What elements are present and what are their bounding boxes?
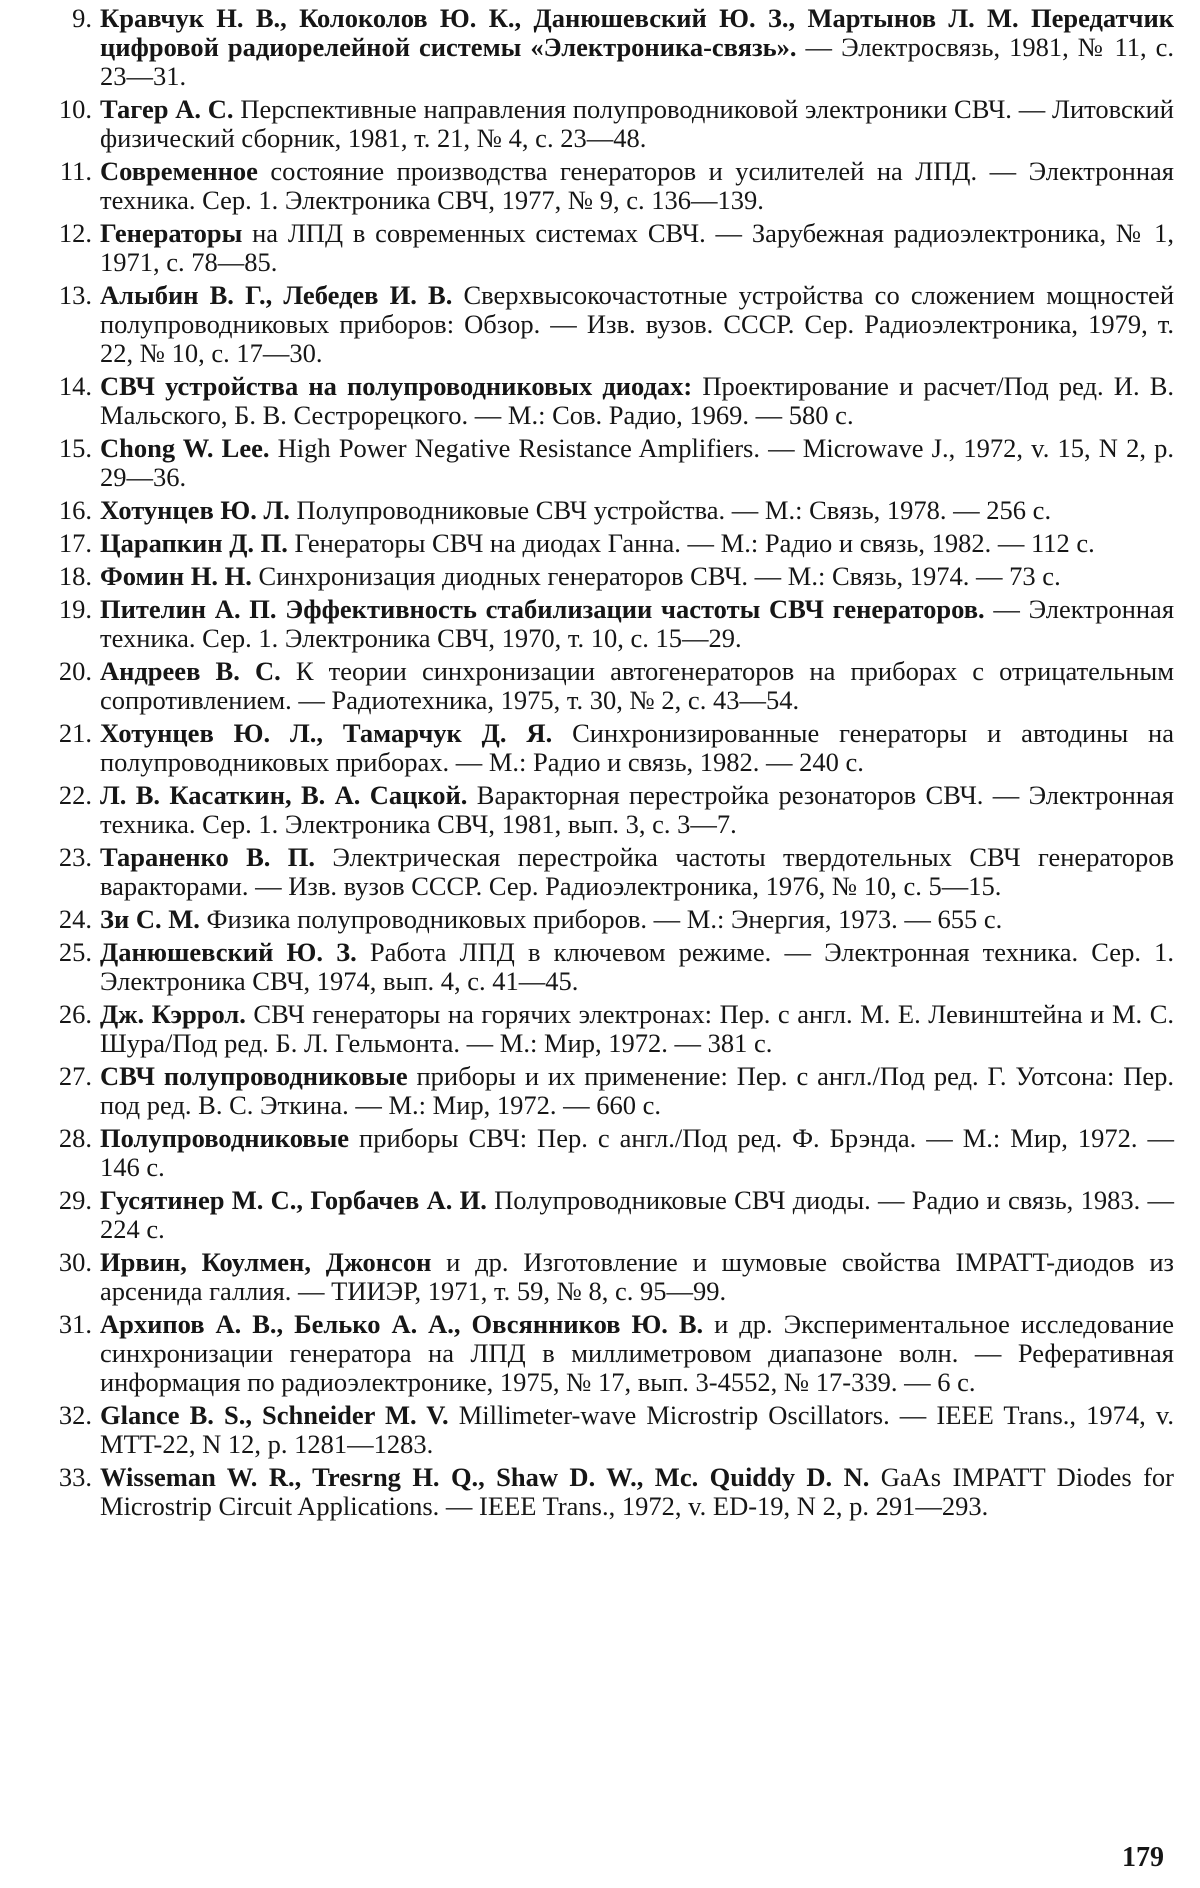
reference-text — [100, 496, 1174, 525]
reference-item — [44, 496, 1174, 525]
reference-details: приборы СВЧ: Пер. с англ./Под ред. Ф. Брэнда. — М.: Мир, 1972. — 146 с. — [100, 1123, 1174, 1182]
reference-item — [44, 372, 1174, 430]
reference-item — [44, 1000, 1174, 1058]
reference-details: Синхронизация диодных генераторов СВЧ. — М.: Связь, 1974. — 73 с. — [251, 561, 1061, 591]
reference-text — [100, 529, 1174, 558]
reference-number: 25. — [58, 937, 92, 967]
reference-authors: Л. В. Касаткин, В. А. Сацкой. — [100, 780, 468, 810]
reference-item — [44, 281, 1174, 368]
reference-item — [44, 95, 1174, 153]
reference-authors: Архипов А. В., Белько А. А., Овсянников Ю. В. — [100, 1309, 704, 1339]
reference-number: 9. — [72, 3, 92, 33]
reference-details: Генераторы СВЧ на диодах Ганна. — М.: Радио и связь, 1982. — 112 с. — [287, 528, 1095, 558]
reference-text — [100, 4, 1174, 91]
reference-number: 29. — [58, 1185, 92, 1215]
reference-authors: Алыбин В. Г., Лебедев И. В. — [100, 280, 453, 310]
reference-authors: Ирвин, Коулмен, Джонсон — [100, 1247, 432, 1277]
reference-item — [44, 4, 1174, 91]
reference-text — [100, 434, 1174, 492]
reference-number: 28. — [58, 1123, 92, 1153]
reference-list — [44, 4, 1174, 1525]
reference-item — [44, 1310, 1174, 1397]
reference-item — [44, 781, 1174, 839]
reference-details: СВЧ генераторы на горячих электронах: Пер. с англ. М. Е. Левинштейна и М. С. Шура/Под ред. Б. Л. Гельмонта. — М.: Мир, 1972. — 381 с. — [100, 999, 1174, 1058]
reference-details: — Электросвязь, 1981, № 11, с. 23—31. — [100, 32, 1175, 91]
reference-number: 23. — [58, 842, 92, 872]
reference-authors: Chong W. Lee. — [100, 433, 270, 463]
reference-details: Перспективные направления полупроводниковой электроники СВЧ. — Литовский физический сборник, 1981, т. 21, № 4, с. 23—48. — [100, 94, 1174, 153]
reference-authors: Гусятинер М. С., Горбачев А. И. — [100, 1185, 487, 1215]
reference-details: Синхронизированные генераторы и автодины на полупроводниковых приборах. — М.: Радио и связь, 1982. — 240 с. — [100, 718, 1174, 777]
reference-number: 10. — [58, 94, 92, 124]
reference-number: 22. — [58, 780, 92, 810]
reference-item — [44, 1186, 1174, 1244]
reference-text — [100, 281, 1174, 368]
reference-authors: Современное — [100, 156, 258, 186]
reference-item — [44, 1248, 1174, 1306]
reference-authors: Тагер А. С. — [100, 94, 234, 124]
reference-number: 15. — [58, 433, 92, 463]
reference-details: К теории синхронизации автогенераторов на приборах с отрицательным сопротивлением. — Радиотехника, 1975, т. 30, № 2, с. 43—54. — [100, 656, 1174, 715]
reference-details: состояние производства генераторов и усилителей на ЛПД. — Электронная техника. Сер. 1. Электроника СВЧ, 1977, № 9, с. 136—139. — [100, 156, 1174, 215]
reference-authors: Тараненко В. П. — [100, 842, 316, 872]
reference-text — [100, 719, 1174, 777]
reference-authors: Андреев В. С. — [100, 656, 281, 686]
reference-authors: Данюшевский Ю. З. — [100, 937, 357, 967]
reference-authors: Wisseman W. R., Tresrng H. Q., Shaw D. W., Mc. Quiddy D. N. — [100, 1462, 870, 1492]
reference-details: — Электронная техника. Сер. 1. Электроника СВЧ, 1970, т. 10, с. 15—29. — [100, 594, 1175, 653]
reference-number: 16. — [58, 495, 92, 525]
reference-text — [100, 95, 1174, 153]
reference-item — [44, 657, 1174, 715]
reference-details: и др. Изготовление и шумовые свойства IMPATT-диодов из арсенида галлия. — ТИИЭР, 1971, т. 59, № 8, с. 95—99. — [100, 1247, 1174, 1306]
reference-authors: Glance B. S., Schneider M. V. — [100, 1400, 449, 1430]
reference-item — [44, 1124, 1174, 1182]
reference-number: 14. — [58, 371, 92, 401]
reference-details: Электрическая перестройка частоты твердотельных СВЧ генераторов варакторами. — Изв. вузов СССР. Сер. Радиоэлектроника, 1976, № 10, с. 5—15. — [100, 842, 1174, 901]
reference-text — [100, 1463, 1174, 1521]
reference-item — [44, 1401, 1174, 1459]
reference-text — [100, 843, 1174, 901]
page-number: 179 — [1122, 1842, 1164, 1873]
reference-text — [100, 1401, 1174, 1459]
reference-number: 32. — [58, 1400, 92, 1430]
reference-authors: Кравчук Н. В., Колоколов Ю. К., Данюшевский Ю. З., Мартынов Л. М. Передатчик цифровой радиорелейной системы «Электроника-связь». — [100, 3, 1174, 62]
reference-number: 12. — [58, 218, 92, 248]
reference-item — [44, 1463, 1174, 1521]
reference-number: 27. — [58, 1061, 92, 1091]
reference-details: Проектирование и расчет/Под ред. И. В. Мальского, Б. В. Сестрорецкого. — М.: Сов. Радио, 1969. — 580 с. — [100, 371, 1174, 430]
reference-details: на ЛПД в современных системах СВЧ. — Зарубежная радиоэлектроника, № 1, 1971, с. 78—85. — [100, 218, 1174, 277]
reference-authors: СВЧ полупроводниковые — [100, 1061, 408, 1091]
reference-item — [44, 719, 1174, 777]
reference-number: 18. — [58, 561, 92, 591]
reference-authors: Дж. Кэррол. — [100, 999, 246, 1029]
reference-authors: Зи С. М. — [100, 904, 200, 934]
reference-authors: Фомин Н. Н. — [100, 561, 252, 591]
reference-number: 26. — [58, 999, 92, 1029]
reference-text — [100, 1186, 1174, 1244]
reference-authors: Царапкин Д. П. — [100, 528, 288, 558]
reference-number: 24. — [58, 904, 92, 934]
reference-number: 13. — [58, 280, 92, 310]
reference-number: 31. — [58, 1309, 92, 1339]
reference-text — [100, 595, 1174, 653]
reference-number: 11. — [59, 156, 92, 186]
reference-authors: Генераторы — [100, 218, 243, 248]
reference-text — [100, 1062, 1174, 1120]
reference-details: Работа ЛПД в ключевом режиме. — Электронная техника. Сер. 1. Электроника СВЧ, 1974, вып. 4, с. 41—45. — [100, 937, 1174, 996]
reference-details: и др. Экспериментальное исследование синхронизации генератора на ЛПД в миллиметровом диапазоне волн. — Реферативная информация по радиоэлектронике, 1975, № 17, вып. 3-4552, № 17-339. — 6 с. — [100, 1309, 1174, 1397]
reference-item — [44, 529, 1174, 558]
reference-text — [100, 781, 1174, 839]
reference-number: 17. — [58, 528, 92, 558]
reference-text — [100, 657, 1174, 715]
reference-number: 20. — [58, 656, 92, 686]
reference-number: 21. — [58, 718, 92, 748]
reference-text — [100, 219, 1174, 277]
reference-item — [44, 595, 1174, 653]
reference-text — [100, 1248, 1174, 1306]
reference-text — [100, 157, 1174, 215]
reference-text — [100, 372, 1174, 430]
reference-number: 33. — [58, 1462, 92, 1492]
reference-text — [100, 1124, 1174, 1182]
reference-authors: СВЧ устройства на полупроводниковых диодах: — [100, 371, 693, 401]
reference-details: Физика полупроводниковых приборов. — М.: Энергия, 1973. — 655 с. — [199, 904, 1003, 934]
reference-text — [100, 562, 1174, 591]
reference-details: приборы и их применение: Пер. с англ./Под ред. Г. Уотсона: Пер. под ред. В. С. Эткина. — М.: Мир, 1972. — 660 с. — [100, 1061, 1174, 1120]
reference-item — [44, 905, 1174, 934]
reference-number: 30. — [58, 1247, 92, 1277]
reference-text — [100, 1000, 1174, 1058]
reference-details: Полупроводниковые СВЧ диоды. — Радио и связь, 1983. — 224 с. — [100, 1185, 1174, 1244]
reference-text — [100, 1310, 1174, 1397]
reference-details: Варакторная перестройка резонаторов СВЧ. — Электронная техника. Сер. 1. Электроника СВЧ, 1981, вып. 3, с. 3—7. — [100, 780, 1174, 839]
reference-text — [100, 905, 1174, 934]
reference-details: High Power Negative Resistance Amplifiers. — Microwave J., 1972, v. 15, N 2, p. 29—36. — [100, 433, 1174, 492]
reference-details: Сверхвысокочастотные устройства со сложением мощностей полупроводниковых приборов: Обзор. — Изв. вузов. СССР. Сер. Радиоэлектроника, 1979, т. 22, № 10, с. 17—30. — [100, 280, 1174, 368]
reference-details: Полупроводниковые СВЧ устройства. — М.: Связь, 1978. — 256 с. — [289, 495, 1052, 525]
reference-item — [44, 843, 1174, 901]
reference-text — [100, 938, 1174, 996]
reference-item — [44, 562, 1174, 591]
reference-item — [44, 219, 1174, 277]
reference-details: Millimeter-wave Microstrip Oscillators. — IEEE Trans., 1974, v. MTT-22, N 12, p. 1281—1283. — [100, 1400, 1174, 1459]
reference-item — [44, 157, 1174, 215]
reference-authors: Полупроводниковые — [100, 1123, 350, 1153]
reference-authors: Пителин А. П. Эффективность стабилизации частоты СВЧ генераторов. — [100, 594, 985, 624]
reference-item — [44, 1062, 1174, 1120]
reference-number: 19. — [58, 594, 92, 624]
reference-details: GaAs IMPATT Diodes for Microstrip Circuit Applications. — IEEE Trans., 1972, v. ED-19, N 2, p. 291—293. — [100, 1462, 1174, 1521]
reference-item — [44, 434, 1174, 492]
reference-item — [44, 938, 1174, 996]
reference-authors: Хотунцев Ю. Л. — [100, 495, 290, 525]
reference-authors: Хотунцев Ю. Л., Тамарчук Д. Я. — [100, 718, 553, 748]
